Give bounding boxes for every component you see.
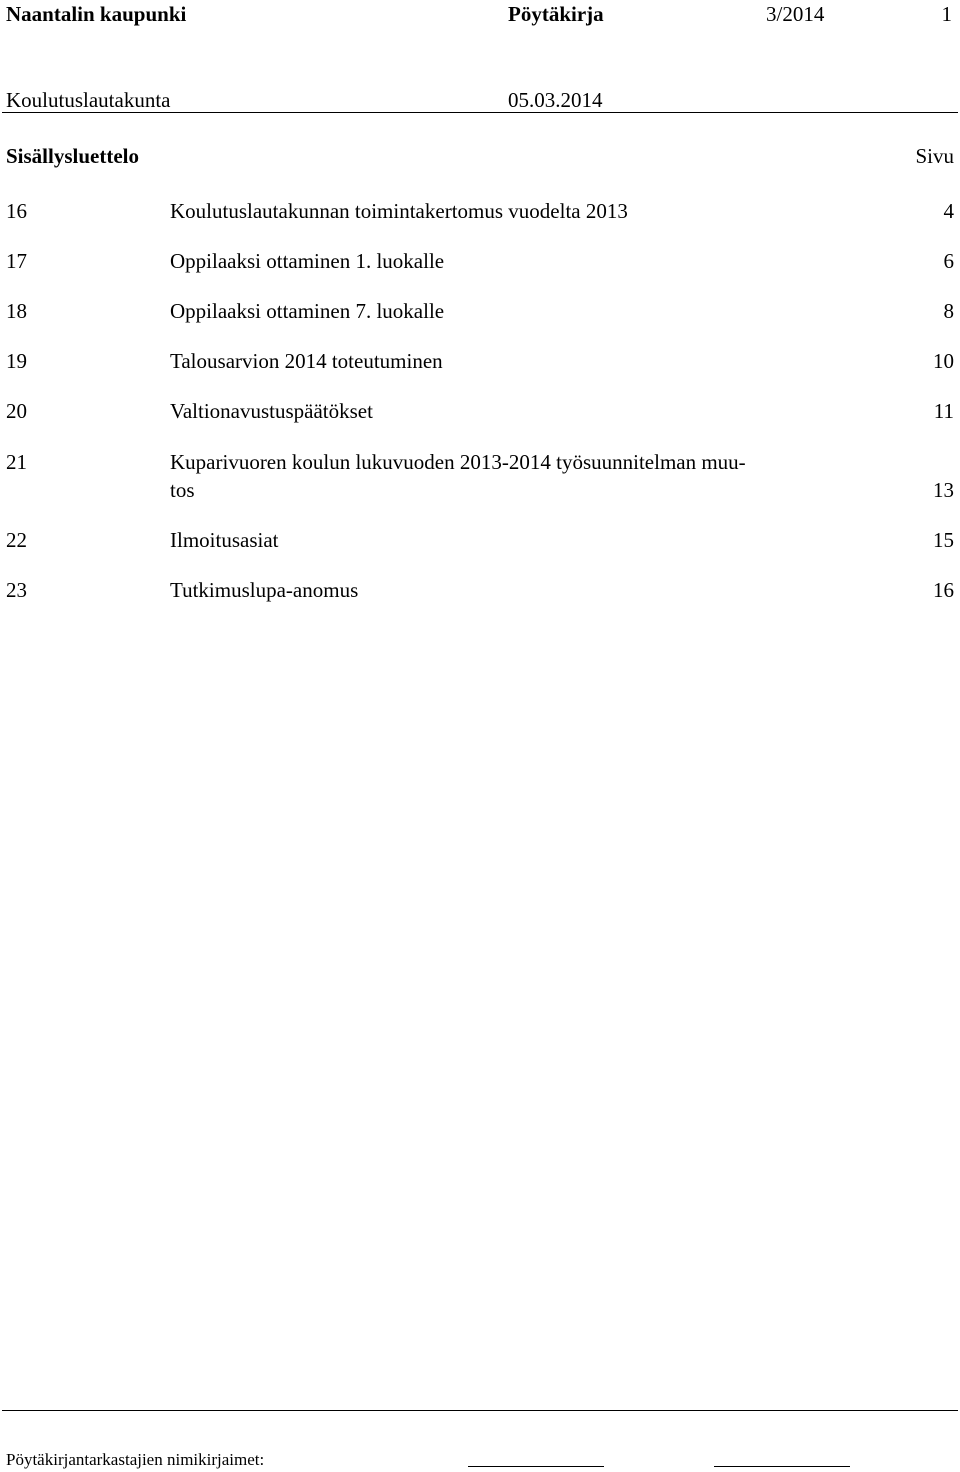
toc-item-page: 10 [933, 349, 954, 373]
toc-item-title: Kuparivuoren koulun lukuvuoden 2013-2014 työsuunnitelman muu- tos [170, 450, 746, 502]
initials-line [714, 1466, 850, 1467]
header-divider [2, 112, 958, 113]
meeting-date: 05.03.2014 [508, 88, 603, 112]
organization-name: Naantalin kaupunki [6, 2, 187, 26]
toc-item [0, 452, 960, 512]
toc-item [0, 251, 960, 281]
toc-item-number: 22 [6, 528, 27, 552]
toc-item-title: Ilmoitusasiat [170, 528, 279, 552]
toc-item-title: Tutkimuslupa-anomus [170, 578, 359, 602]
toc-item-title: Oppilaaksi ottaminen 1. luokalle [170, 249, 445, 273]
toc-item-page: 4 [943, 199, 954, 223]
toc-item-page: 16 [933, 578, 954, 602]
toc-item-number: 18 [6, 299, 27, 323]
toc-item-number: 19 [6, 349, 27, 373]
toc-item-number: 17 [6, 249, 27, 273]
toc-item [0, 530, 960, 560]
toc-item [0, 351, 960, 381]
toc-heading: Sisällysluettelo [6, 144, 140, 168]
toc-item-page: 11 [933, 399, 954, 423]
toc-item-title: Oppilaaksi ottaminen 7. luokalle [170, 299, 445, 323]
toc-item-title: Talousarvion 2014 toteutuminen [170, 349, 443, 373]
toc-item-page: 8 [943, 299, 954, 323]
document-number: 3/2014 [766, 2, 825, 26]
initials-line [468, 1466, 604, 1467]
toc-item [0, 201, 960, 231]
toc-item-number: 23 [6, 578, 27, 602]
footer-divider [2, 1410, 958, 1411]
toc-item-number: 20 [6, 399, 27, 423]
toc-item [0, 401, 960, 431]
toc-item-page: 15 [933, 528, 954, 552]
toc-item-number: 21 [6, 450, 27, 474]
toc-page-column-label: Sivu [915, 144, 954, 168]
toc-item-page: 13 [933, 478, 954, 502]
toc-item-title: Koulutuslautakunnan toimintakertomus vuodelta 2013 [170, 199, 628, 223]
toc-item [0, 301, 960, 331]
toc-item [0, 580, 960, 610]
page-number: 1 [941, 2, 952, 26]
toc-item-page: 6 [943, 249, 954, 273]
committee-name: Koulutuslautakunta [6, 88, 171, 112]
footer-label: Pöytäkirjantarkastajien nimikirjaimet: [6, 1450, 265, 1469]
document-type: Pöytäkirja [508, 2, 604, 26]
toc-item-title: Valtionavustuspäätökset [170, 399, 373, 423]
toc-item-number: 16 [6, 199, 27, 223]
